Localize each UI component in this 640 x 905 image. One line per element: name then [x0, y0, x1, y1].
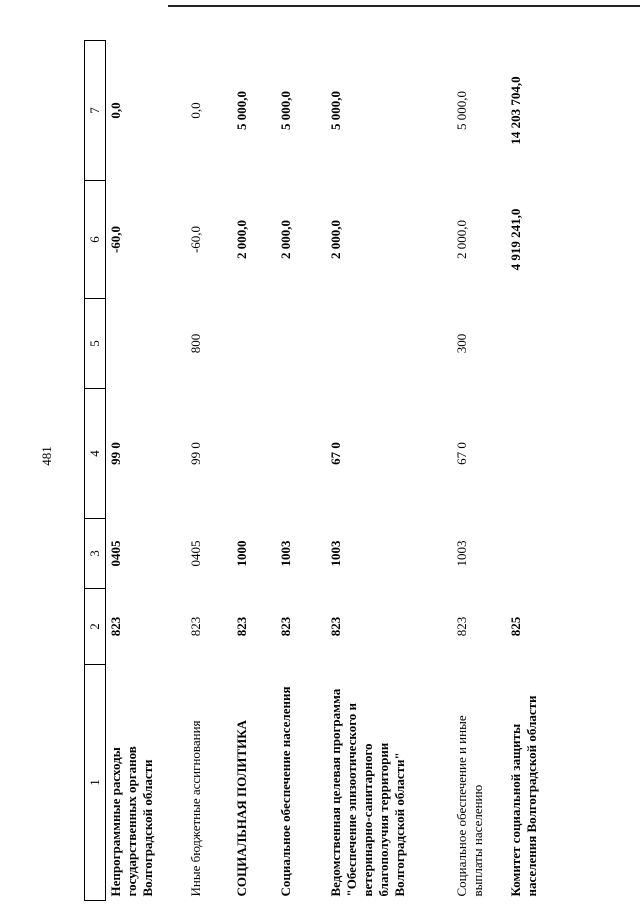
cell-program-code: 67 0	[454, 442, 469, 465]
page-number: 481	[39, 446, 54, 466]
table-row	[326, 41, 452, 901]
cell-section-code: 0405	[108, 540, 123, 567]
cell-ministry-code: 825	[508, 616, 523, 637]
cell-expense-type	[232, 299, 276, 389]
cell-program-code	[276, 389, 326, 519]
cell-expense-type: 800	[188, 333, 203, 354]
cell-expense-type	[106, 299, 187, 389]
cell-amount-col7: 0,0	[108, 102, 123, 119]
cell-expense-type	[326, 299, 452, 389]
table-row	[506, 41, 594, 901]
header-row	[85, 41, 106, 901]
table-body	[106, 41, 595, 901]
cell-ministry-code: 823	[328, 616, 343, 637]
cell-ministry-code: 823	[454, 616, 469, 637]
cell-section-code	[506, 519, 594, 589]
cell-section-code: 1003	[454, 540, 469, 567]
cell-section-code: 0405	[188, 540, 203, 567]
column-header-1: 1	[85, 665, 106, 901]
cell-ministry-code: 823	[188, 616, 203, 637]
cell-amount-col6: -60,0	[108, 225, 123, 254]
cell-expense-type	[276, 299, 326, 389]
column-header-2: 2	[85, 589, 106, 665]
row-name: Комитет социальной защиты населения Волгоградской области	[508, 695, 539, 897]
row-name: СОЦИАЛЬНАЯ ПОЛИТИКА	[234, 719, 249, 897]
row-name: Иные бюджетные ассигнования	[188, 720, 203, 897]
row-name: Ведомственная целевая программа "Обеспечение эпизоотического и ветеринарно-санитарного благополучия территории Волгоградской области"	[328, 688, 407, 897]
table-row	[232, 41, 276, 901]
cell-amount-col7: 5 000,0	[328, 91, 343, 130]
cell-program-code	[506, 389, 594, 519]
cell-section-code: 1003	[328, 540, 343, 567]
cell-amount-col7: 5 000,0	[234, 91, 249, 130]
cell-section-code: 1000	[234, 540, 249, 567]
column-header-4: 4	[85, 389, 106, 519]
budget-allocation-table	[84, 40, 594, 901]
cell-expense-type	[506, 299, 594, 389]
cell-program-code: 67 0	[328, 442, 343, 465]
column-header-3: 3	[85, 519, 106, 589]
table-row	[186, 41, 232, 901]
cell-ministry-code: 823	[108, 616, 123, 637]
row-name: Социальное обеспечение населения	[278, 686, 293, 897]
cell-amount-col6: 2 000,0	[454, 220, 469, 259]
cell-ministry-code: 823	[278, 616, 293, 637]
table-header	[85, 41, 106, 901]
row-name: Непрограммные расходы государственных органов Волгоградской области	[108, 746, 155, 897]
cell-amount-col6: 2 000,0	[234, 220, 249, 259]
column-header-7: 7	[85, 41, 106, 181]
cell-section-code: 1003	[278, 540, 293, 567]
column-header-5: 5	[85, 299, 106, 389]
cell-amount-col6: 4 919 241,0	[508, 208, 523, 271]
table-row	[452, 41, 506, 901]
cell-amount-col7: 5 000,0	[454, 91, 469, 130]
cell-amount-col6: 2 000,0	[278, 220, 293, 259]
cell-amount-col6: 2 000,0	[328, 220, 343, 259]
cell-amount-col7: 5 000,0	[278, 91, 293, 130]
cell-program-code: 99 0	[188, 442, 203, 465]
column-header-6: 6	[85, 181, 106, 299]
cell-amount-col7: 14 203 704,0	[508, 76, 523, 145]
rotated-page-content	[60, 0, 640, 905]
cell-amount-col6: -60,0	[188, 225, 203, 254]
cell-ministry-code: 823	[234, 616, 249, 637]
cell-program-code	[232, 389, 276, 519]
row-name: Социальное обеспечение и иные выплаты населению	[454, 715, 485, 897]
cell-amount-col7: 0,0	[188, 102, 203, 119]
cell-program-code: 99 0	[108, 442, 123, 465]
table-row	[106, 41, 187, 901]
cell-expense-type: 300	[454, 333, 469, 354]
table-row	[276, 41, 326, 901]
